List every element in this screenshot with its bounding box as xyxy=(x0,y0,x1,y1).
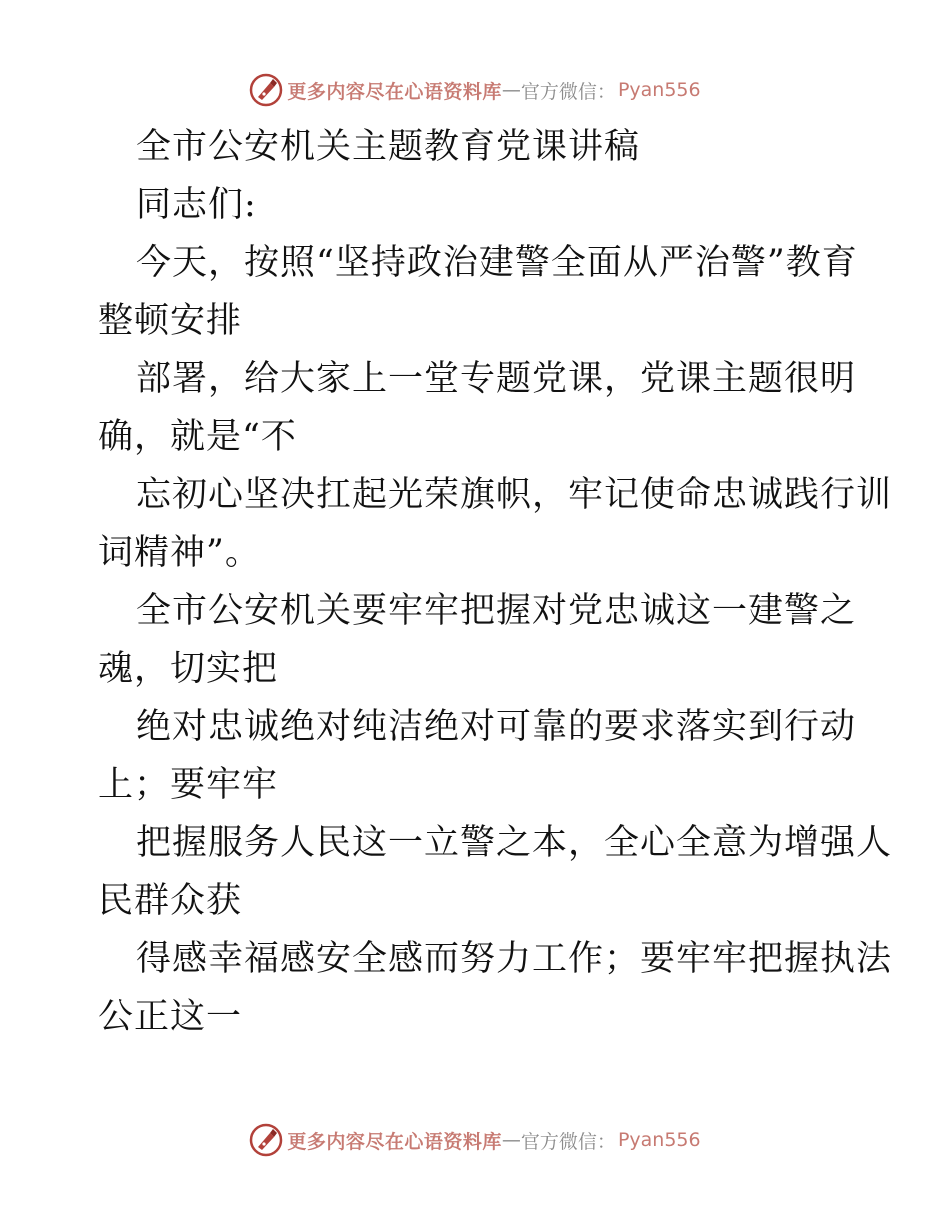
paragraph-line: 确，就是“不 xyxy=(98,417,297,457)
document-body xyxy=(98,118,893,1046)
paragraph-line: 整顿安排 xyxy=(98,301,243,341)
salutation-line: 同志们: xyxy=(136,185,257,225)
paragraph-line: 部署，给大家上一堂专题党课，党课主题很明 xyxy=(136,359,857,399)
watermark-main-text: 更多内容尽在心语资料库 xyxy=(287,80,502,103)
header-watermark xyxy=(0,70,950,110)
paragraph-line: 词精神”。 xyxy=(98,533,261,573)
paragraph-line: 忘初心坚决扛起光荣旗帜，牢记使命忠诚践行训 xyxy=(136,475,893,515)
watermark-wechat-id: Pyan556 xyxy=(617,79,701,101)
footer-watermark xyxy=(0,1120,950,1160)
pen-nib-logo-icon xyxy=(249,73,283,107)
paragraph-line: 上；要牢牢 xyxy=(98,765,279,805)
watermark-sub-text: 官方微信： xyxy=(520,1130,616,1153)
watermark-wechat-id: Pyan556 xyxy=(617,1129,701,1151)
paragraph-line: 绝对忠诚绝对纯洁绝对可靠的要求落实到行动 xyxy=(136,707,857,747)
watermark-sub-text: 官方微信： xyxy=(520,80,616,103)
paragraph-line: 全市公安机关要牢牢把握对党忠诚这一建警之 xyxy=(136,591,857,631)
paragraph-line: 魂，切实把 xyxy=(98,649,279,689)
document-title: 全市公安机关主题教育党课讲稿 xyxy=(136,127,641,167)
paragraph-line: 公正这一 xyxy=(98,997,243,1037)
watermark-separator: — xyxy=(501,1129,521,1151)
paragraph-line: 民群众获 xyxy=(98,881,243,921)
paragraph-line: 把握服务人民这一立警之本，全心全意为增强人 xyxy=(136,823,893,863)
pen-nib-logo-icon xyxy=(249,1123,283,1157)
paragraph-line: 今天，按照“坚持政治建警全面从严治警”教育 xyxy=(136,243,858,283)
watermark-main-text: 更多内容尽在心语资料库 xyxy=(287,1130,502,1153)
watermark-separator: — xyxy=(501,79,521,101)
paragraph-line: 得感幸福感安全感而努力工作；要牢牢把握执法 xyxy=(136,939,893,979)
